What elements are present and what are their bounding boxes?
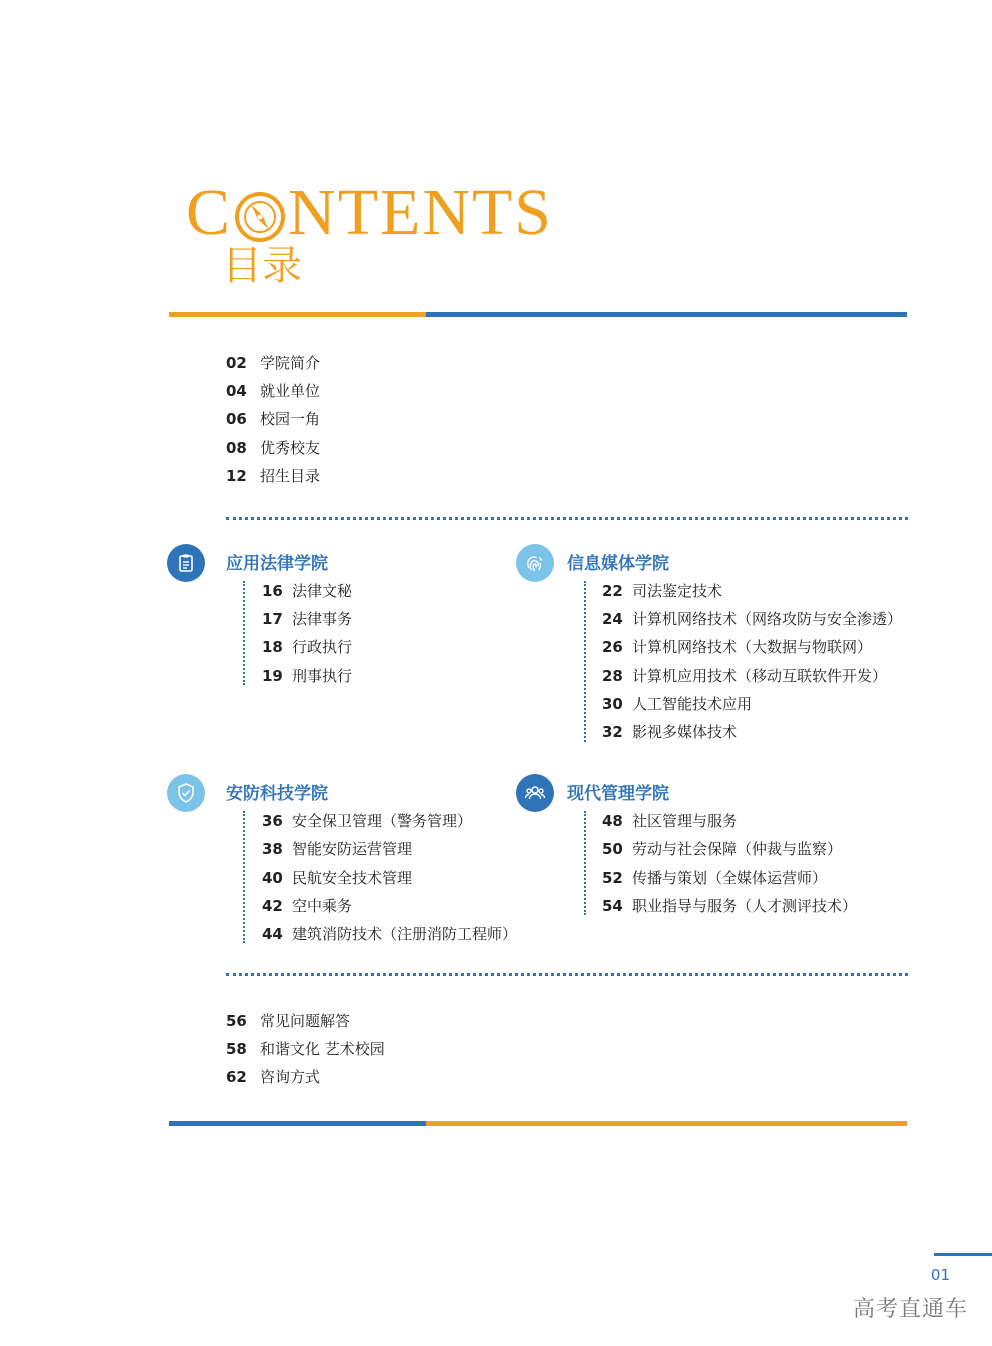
page-number: 40	[262, 869, 283, 887]
item-label: 司法鉴定技术	[632, 582, 723, 600]
section-title[interactable]: 安防科技学院	[226, 784, 328, 804]
list-item[interactable]	[262, 868, 412, 888]
item-label: 法律文秘	[292, 582, 353, 600]
item-label: 咨询方式	[260, 1068, 321, 1086]
list-item[interactable]	[262, 924, 517, 944]
page-number: 38	[262, 840, 283, 858]
page-number: 16	[262, 582, 283, 600]
list-item[interactable]	[262, 839, 412, 859]
section-rule	[584, 581, 586, 742]
item-label: 人工智能技术应用	[632, 695, 753, 713]
item-label: 校园一角	[260, 410, 321, 428]
section-rule	[243, 581, 245, 685]
list-item[interactable]	[226, 1011, 350, 1031]
page-number: 18	[262, 638, 283, 656]
list-item[interactable]	[226, 438, 320, 458]
bottom-bar-blue	[169, 1121, 426, 1126]
item-label: 影视多媒体技术	[632, 723, 738, 741]
list-item[interactable]	[602, 868, 827, 888]
section-title[interactable]: 应用法律学院	[226, 554, 328, 574]
page-number: 50	[602, 840, 623, 858]
list-item[interactable]	[226, 466, 320, 486]
page-number: 22	[602, 582, 623, 600]
list-item[interactable]	[226, 409, 320, 429]
item-label: 劳动与社会保障（仲裁与监察）	[632, 840, 843, 858]
page-number: 54	[602, 897, 623, 915]
page-number: 52	[602, 869, 623, 887]
list-item[interactable]	[602, 811, 737, 831]
item-label: 刑事执行	[292, 667, 353, 685]
watermark: 高考直通车	[853, 1297, 969, 1322]
list-item[interactable]	[226, 353, 320, 373]
list-item[interactable]	[602, 637, 872, 657]
list-item[interactable]	[262, 896, 352, 916]
page-number: 44	[262, 925, 283, 943]
item-label: 社区管理与服务	[632, 812, 738, 830]
page-number: 42	[262, 897, 283, 915]
page-number: 36	[262, 812, 283, 830]
page-number: 26	[602, 638, 623, 656]
page-number: 32	[602, 723, 623, 741]
bottom-bar-orange	[426, 1121, 907, 1126]
page-number: 28	[602, 667, 623, 685]
item-label: 空中乘务	[292, 897, 353, 915]
item-label: 计算机网络技术（网络攻防与安全渗透）	[632, 610, 903, 628]
list-item[interactable]	[602, 694, 752, 714]
page-number: 30	[602, 695, 623, 713]
list-item[interactable]	[262, 581, 352, 601]
shield-icon	[167, 774, 205, 812]
item-label: 常见问题解答	[260, 1012, 351, 1030]
item-label: 学院简介	[260, 354, 321, 372]
title-letters-ntents: NTENTS	[288, 176, 554, 249]
page-number: 62	[226, 1068, 247, 1086]
list-item[interactable]	[226, 381, 320, 401]
item-label: 和谐文化 艺术校园	[260, 1040, 385, 1058]
list-item[interactable]	[262, 811, 472, 831]
divider-bottom	[226, 973, 908, 976]
list-item[interactable]	[602, 722, 737, 742]
top-bar-blue	[426, 312, 907, 317]
item-label: 法律事务	[292, 610, 353, 628]
page-number-footer: 01	[930, 1266, 950, 1284]
list-item[interactable]	[602, 896, 857, 916]
page-number: 48	[602, 812, 623, 830]
item-label: 职业指导与服务（人才测评技术）	[632, 897, 858, 915]
page-number: 17	[262, 610, 283, 628]
section-title[interactable]: 现代管理学院	[567, 784, 669, 804]
title-letter-c: C	[186, 176, 233, 249]
list-item[interactable]	[602, 666, 887, 686]
list-item[interactable]	[226, 1067, 320, 1087]
item-label: 行政执行	[292, 638, 353, 656]
people-icon	[516, 774, 554, 812]
item-label: 招生目录	[260, 467, 321, 485]
top-bar-orange	[169, 312, 426, 317]
page-number: 58	[226, 1040, 247, 1058]
clipboard-icon	[167, 544, 205, 582]
item-label: 安全保卫管理（警务管理）	[292, 812, 473, 830]
item-label: 民航安全技术管理	[292, 869, 413, 887]
page-rule	[934, 1253, 992, 1256]
page-number: 02	[226, 354, 247, 372]
list-item[interactable]	[262, 609, 352, 629]
item-label: 计算机网络技术（大数据与物联网）	[632, 638, 873, 656]
item-label: 建筑消防技术（注册消防工程师）	[292, 925, 518, 943]
item-label: 优秀校友	[260, 439, 321, 457]
list-item[interactable]	[226, 1039, 385, 1059]
compass-icon	[234, 189, 286, 241]
page-number: 12	[226, 467, 247, 485]
page-number: 08	[226, 439, 247, 457]
list-item[interactable]	[262, 637, 352, 657]
fingerprint-icon	[516, 544, 554, 582]
item-label: 就业单位	[260, 382, 321, 400]
page-number: 56	[226, 1012, 247, 1030]
item-label: 传播与策划（全媒体运营师）	[632, 869, 828, 887]
item-label: 计算机应用技术（移动互联软件开发）	[632, 667, 888, 685]
page-number: 04	[226, 382, 247, 400]
page-number: 19	[262, 667, 283, 685]
section-rule	[243, 811, 245, 943]
page-number: 24	[602, 610, 623, 628]
list-item[interactable]	[602, 581, 722, 601]
section-title[interactable]: 信息媒体学院	[567, 554, 669, 574]
page-number: 06	[226, 410, 247, 428]
divider-top	[226, 517, 908, 520]
list-item[interactable]	[602, 609, 902, 629]
contents-title	[186, 176, 554, 249]
item-label: 智能安防运营管理	[292, 840, 413, 858]
list-item[interactable]	[602, 839, 842, 859]
section-rule	[584, 811, 586, 915]
title-cn: 目录	[222, 243, 302, 289]
list-item[interactable]	[262, 666, 352, 686]
